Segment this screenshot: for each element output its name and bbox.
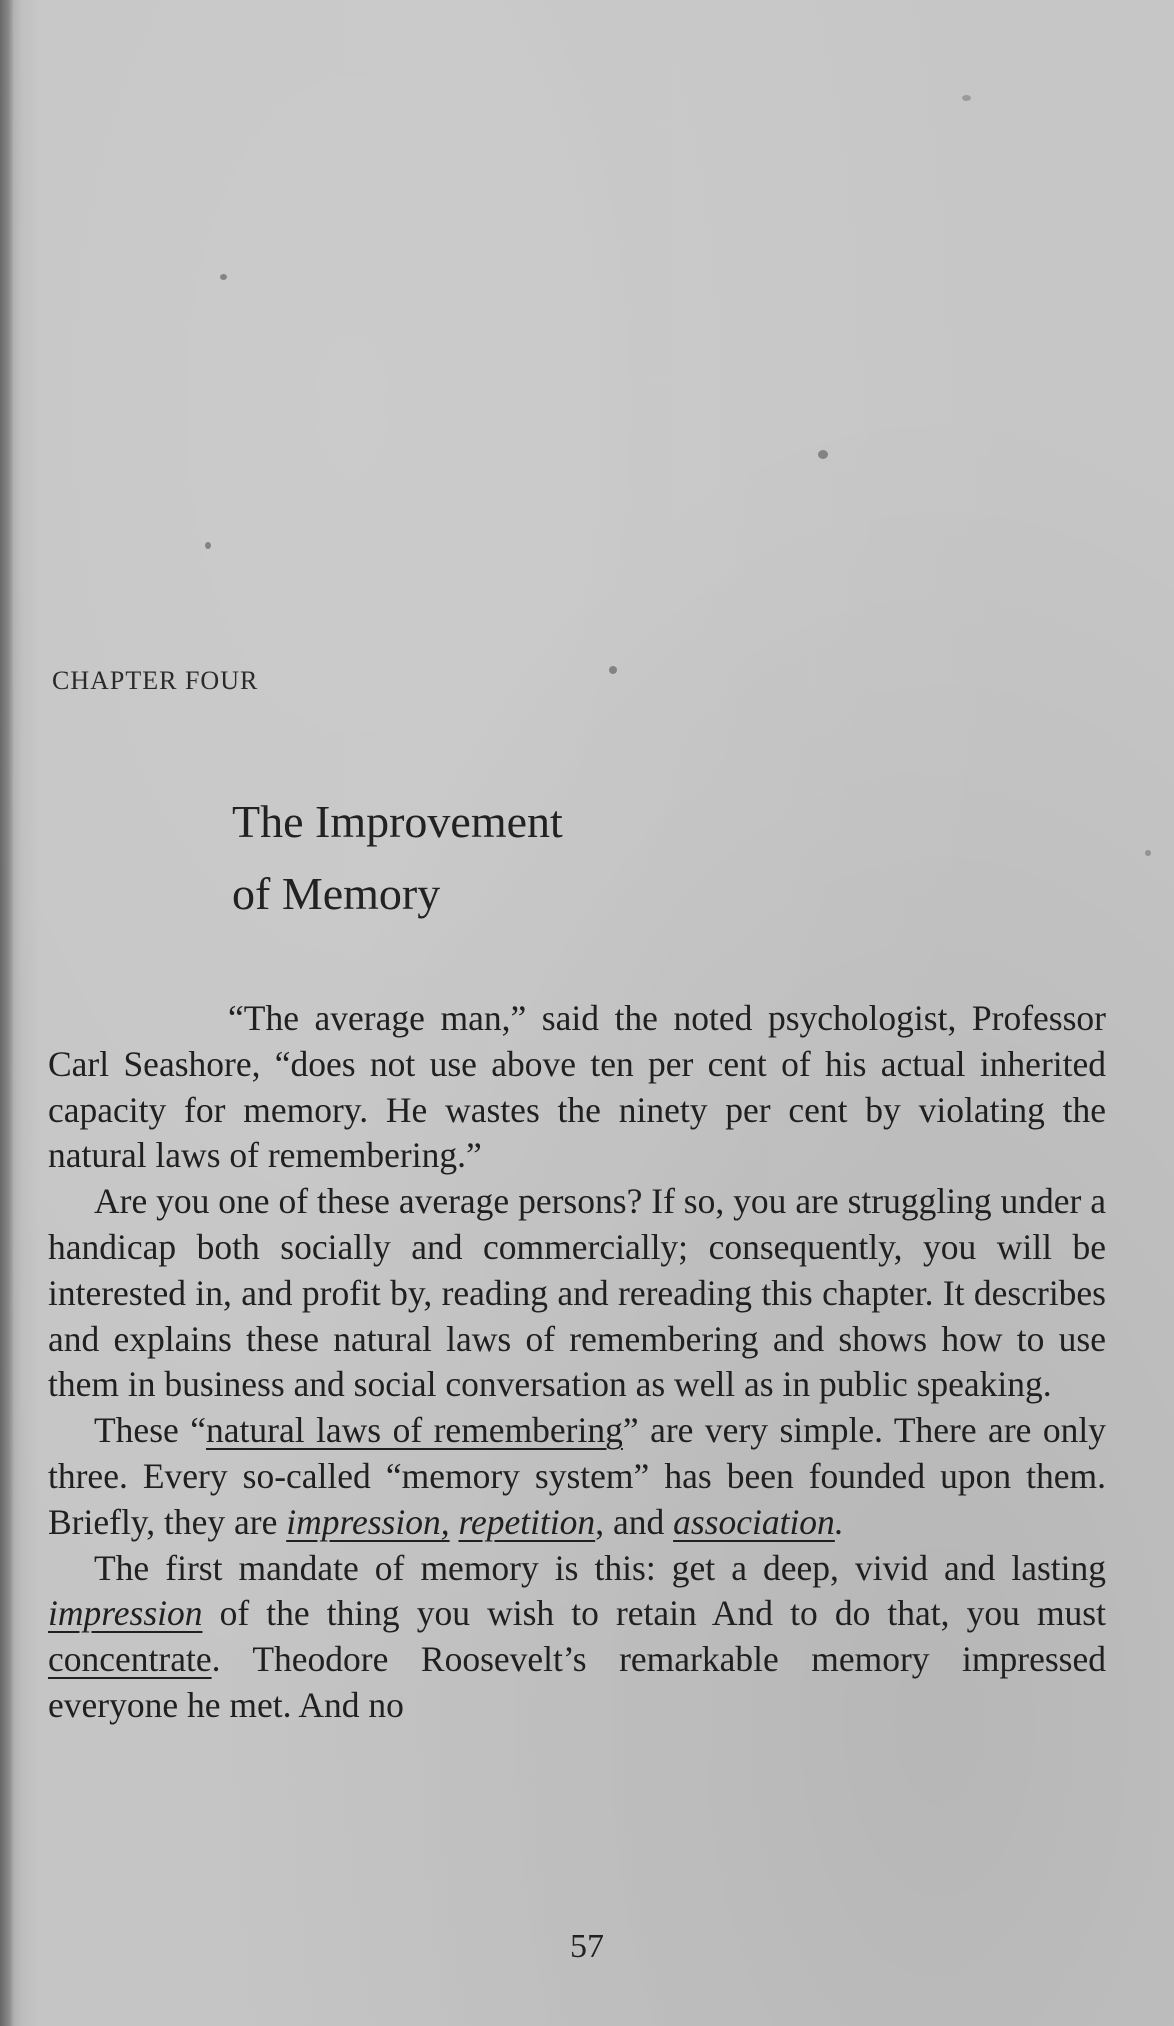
- paper-speck: [818, 450, 828, 459]
- paper-speck: [205, 542, 211, 549]
- page-number: 57: [570, 1928, 604, 1965]
- underlined-concentrate: concentrate: [48, 1639, 212, 1680]
- paper-speck: [1145, 850, 1151, 856]
- paper-speck: [962, 95, 971, 101]
- p4-text-a: The first mandate of memory is this: get a deep, vivid and lasting: [94, 1547, 1106, 1588]
- paper-speck: [609, 666, 617, 674]
- chapter-label: CHAPTER FOUR: [52, 666, 259, 695]
- underlined-impression: impression: [48, 1593, 203, 1634]
- chapter-body: [48, 996, 1106, 1729]
- p4-text-e: . Theodore Roosevelt’s remarkable memory impressed everyone he met. And no: [48, 1639, 1106, 1725]
- paragraph-4: [48, 1546, 1106, 1729]
- p3-text-i: .: [834, 1501, 844, 1542]
- p3-text-g: , and: [595, 1501, 674, 1542]
- underlined-natural-laws: natural laws of remembering: [206, 1410, 623, 1451]
- paragraph-2: Are you one of these average persons? If so, you are struggling under a handicap both socially and commercially; consequently, you will be interested in, and profit by, reading and rereading this chapter. It describes and explains these natural laws of remembering and shows how to use them in business and social conversation as well as in public speaking.: [48, 1181, 1106, 1405]
- p4-text-c: of the thing you wish to retain And to do that, you must: [202, 1593, 1106, 1634]
- chapter-title-line-1: The Improvement: [232, 796, 563, 847]
- paragraph-1: “The average man,” said the noted psychologist, Professor Carl Seashore, “does not use above ten per cent of his actual inherited capacity for memory. He wastes the ninety per cent by violating the natural laws of remembering.”: [48, 998, 1106, 1176]
- underlined-impression-term: impression,: [286, 1501, 450, 1542]
- chapter-title: [232, 786, 563, 930]
- p3-text-c: ” are very simple. There are only three. Every so-called “memory system” has been founded upon them. Briefly, they are: [48, 1410, 1106, 1542]
- paper-speck: [220, 274, 227, 280]
- page-gutter-shadow: [0, 0, 14, 2026]
- underlined-repetition-term: repetition: [458, 1501, 596, 1542]
- paragraph-3: [48, 1408, 1106, 1545]
- underlined-association-term: association: [673, 1501, 835, 1542]
- chapter-title-line-2: of Memory: [232, 868, 441, 919]
- p3-text-a: These “: [94, 1410, 206, 1451]
